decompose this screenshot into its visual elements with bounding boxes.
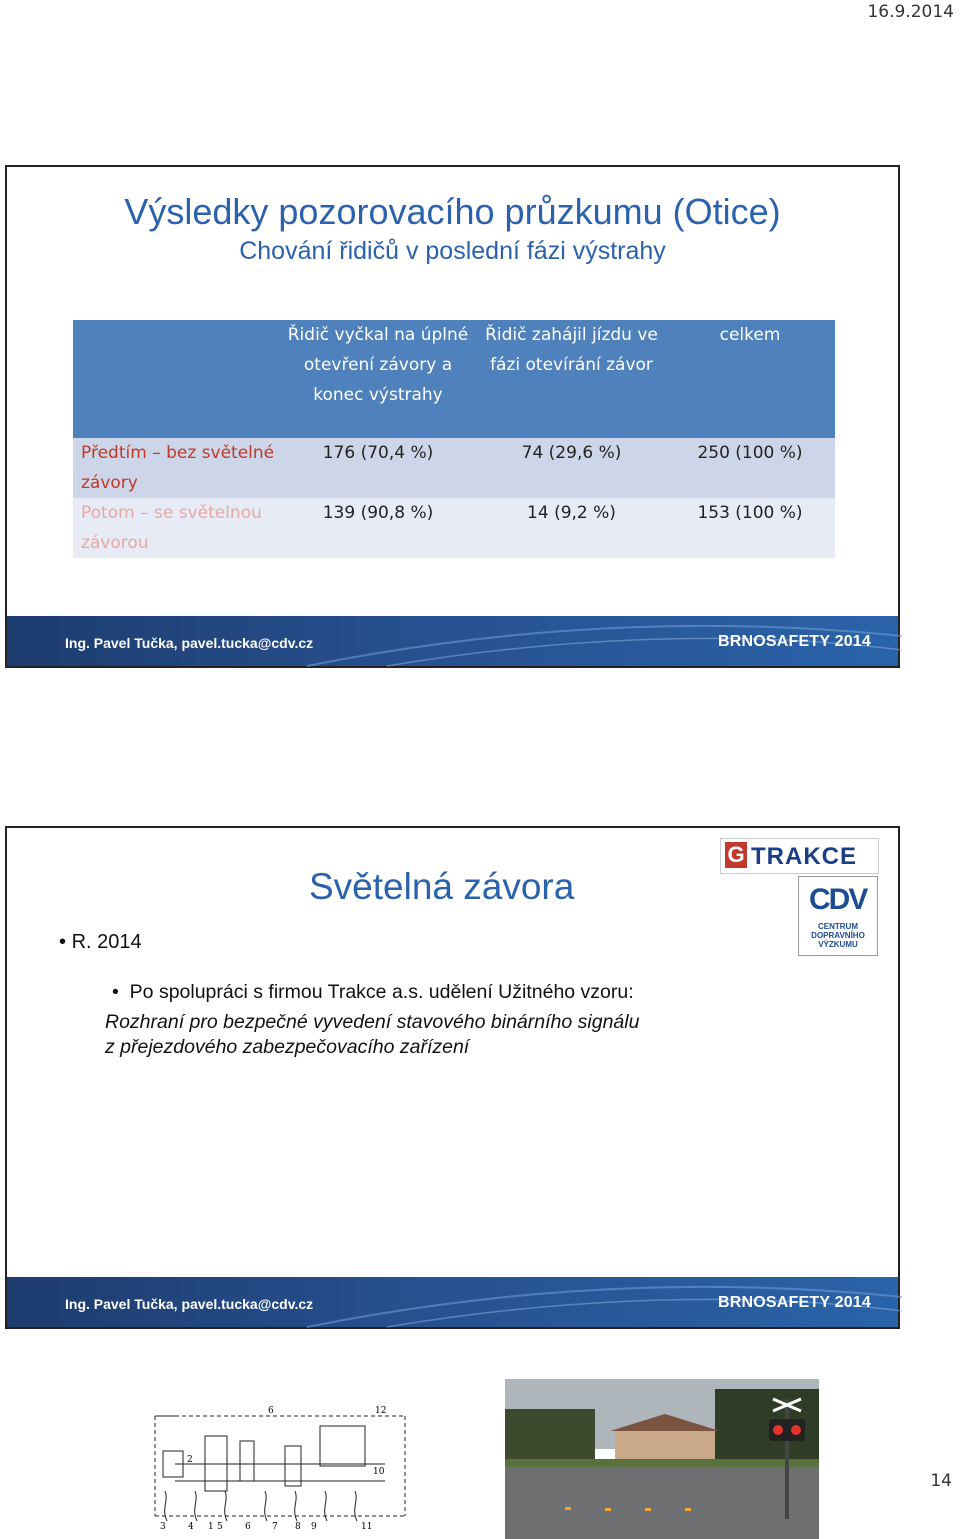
utility-model-line: z přejezdového zabezpečovacího zařízení — [105, 1036, 470, 1058]
slide-footer — [7, 616, 898, 666]
diagram-label: 11 — [361, 1522, 373, 1532]
page-number: 14 — [930, 1471, 952, 1491]
circuit-diagram — [135, 1396, 435, 1536]
row-label-after: Potom – se světelnou závorou — [73, 498, 278, 558]
slide-title: Výsledky pozorovacího průzkumu (Otice) — [124, 191, 781, 232]
table-header-total: celkem — [665, 320, 835, 438]
page-date: 16.9.2014 — [867, 2, 954, 22]
road-photo — [505, 1379, 819, 1539]
table-cell: 74 (29,6 %) — [478, 438, 665, 498]
footer-author: Ing. Pavel Tučka, pavel.tucka@cdv.cz — [65, 635, 314, 651]
table-cell: 250 (100 %) — [665, 438, 835, 498]
table-cell: 153 (100 %) — [665, 498, 835, 558]
slide-footer — [7, 1277, 898, 1327]
slide-results — [5, 165, 900, 668]
trakce-logo-mark: G — [725, 842, 747, 868]
bullet-utility-model-text: Po spolupráci s firmou Trakce a.s. udělení Užitného vzoru: — [129, 981, 634, 1003]
diagram-label: 10 — [373, 1467, 385, 1477]
table-row — [73, 438, 835, 498]
diagram-label: 6 — [245, 1522, 251, 1532]
diagram-label: 12 — [375, 1406, 387, 1416]
trakce-logo-text: TRAKCE — [751, 843, 857, 870]
diagram-label: 9 — [311, 1522, 317, 1532]
results-table — [73, 320, 835, 558]
diagram-label: 6 — [268, 1406, 274, 1416]
cdv-logo — [798, 876, 878, 956]
bullet-utility-model: • Po spolupráci s firmou Trakce a.s. udělení Užitného vzoru: — [112, 981, 634, 1003]
diagram-label: 2 — [187, 1455, 193, 1465]
cdv-logo-text: CENTRUM DOPRAVNÍHO VÝZKUMU — [811, 922, 865, 949]
utility-model-title — [105, 1010, 639, 1060]
footer-conference: BRNOSAFETY 2014 — [718, 1294, 871, 1311]
table-header-waited: Řidič vyčkal na úplné otevření závory a konec výstrahy — [278, 320, 478, 438]
table-header-row — [73, 320, 835, 438]
diagram-label: 1 — [208, 1522, 214, 1532]
trakce-logo — [720, 838, 879, 874]
slide-title: Světelná závora — [309, 866, 575, 907]
slide-subtitle: Chování řidičů v poslední fázi výstrahy — [239, 237, 666, 265]
table-row — [73, 498, 835, 558]
bullet-year-text: R. 2014 — [71, 931, 142, 953]
diagram-label: 7 — [272, 1522, 278, 1532]
utility-model-line: Rozhraní pro bezpečné vyvedení stavového binárního signálu — [105, 1011, 640, 1033]
table-cell: 139 (90,8 %) — [278, 498, 478, 558]
table-header-started: Řidič zahájil jízdu ve fázi otevírání závor — [478, 320, 665, 438]
diagram-label: 8 — [295, 1522, 301, 1532]
diagram-label: 3 — [160, 1522, 166, 1532]
footer-conference: BRNOSAFETY 2014 — [718, 633, 871, 650]
diagram-label: 4 — [188, 1522, 194, 1532]
table-cell: 176 (70,4 %) — [278, 438, 478, 498]
row-label-before: Předtím – bez světelné závory — [73, 438, 278, 498]
slide-light-barrier — [5, 826, 900, 1532]
table-cell: 14 (9,2 %) — [478, 498, 665, 558]
diagram-label: 5 — [217, 1522, 223, 1532]
bullet-year: • R. 2014 — [59, 931, 142, 953]
footer-author: Ing. Pavel Tučka, pavel.tucka@cdv.cz — [65, 1296, 314, 1312]
cdv-logo-mark: CDV — [809, 883, 867, 916]
table-header-corner — [73, 320, 278, 438]
